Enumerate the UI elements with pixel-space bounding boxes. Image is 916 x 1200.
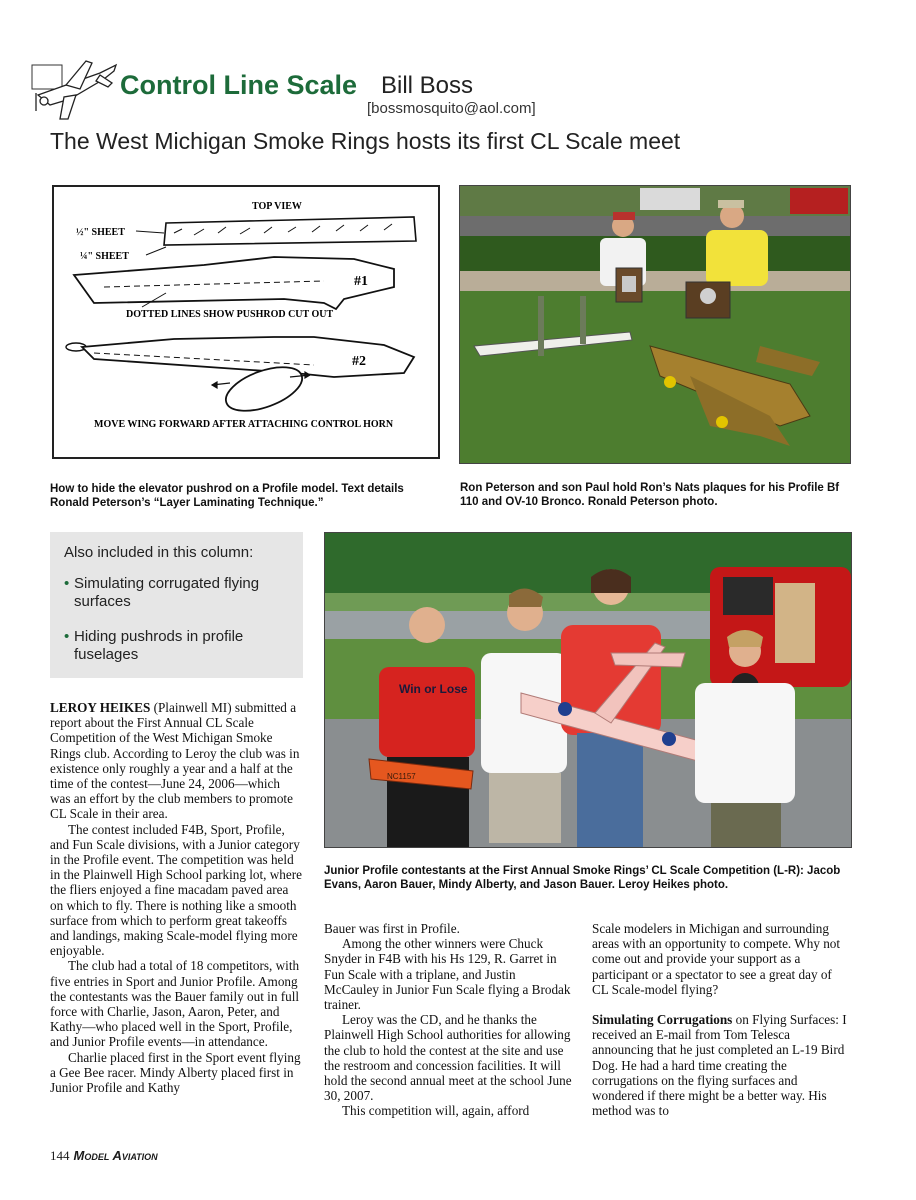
article-paragraph: Bauer was first in Profile. bbox=[324, 921, 460, 936]
diagram-top-view-label: TOP VIEW bbox=[252, 201, 302, 212]
caption-diagram: How to hide the elevator pushrod on a Profile model. Text details Ronald Peterson’s “Layer Laminating Technique.” bbox=[50, 483, 404, 509]
article-paragraph: LEROY HEIKES (Plainwell MI) submitted a report about the First Annual CL Scale Competition of the West Michigan Smoke Rings club. According to Leroy the club was in existence only roughly a year and a half at the time of the contest—June 24, 2006—which was an effort by the club members to promote CL Scale in their area. bbox=[50, 700, 300, 822]
photo-junior-contestants bbox=[324, 532, 852, 848]
article-paragraph: Simulating Corrugations on Flying Surfaces: I received an E-mail from Tom Telesca announcing that he just completed an L-19 Bird Dog. He had a hard time creating the corrugations on the flying surfaces and wondered if there might be a better way. His method was to bbox=[592, 1012, 847, 1119]
page-number: 144 bbox=[50, 1148, 70, 1163]
article-paragraph: The contest included F4B, Sport, Profile, and Fun Scale divisions, with a Junior category in the Profile event. The competition was held in the Plainwell High School parking lot, where the fliers enjoyed a fine macadam paved area on which to fly. There is nothing like a smooth surface from which to perform great takeoffs and landings, making Scale-model flying more enjoyable. bbox=[50, 821, 302, 959]
article-column-3 bbox=[592, 921, 850, 1118]
photo-plane-text: NC1157 bbox=[387, 772, 416, 781]
article-column-1 bbox=[50, 700, 302, 1095]
sidebar-item: • Simulating corrugated flying surfaces bbox=[64, 575, 260, 610]
sidebar-list bbox=[64, 575, 289, 664]
photo-shirt-text: Win or Lose bbox=[399, 682, 468, 696]
page-footer bbox=[50, 1148, 158, 1164]
diagram-quarter-sheet-label: ¼" SHEET bbox=[80, 251, 129, 262]
column-title: Control Line Scale bbox=[120, 70, 358, 100]
magazine-name: Model Aviation bbox=[73, 1148, 158, 1163]
article-paragraph: Scale modelers in Michigan and surrounding areas with an opportunity to compete. Why not come out and provide your support as a participant or a spectator to see a great day of CL Scale-model flying? bbox=[592, 921, 841, 997]
bullet-icon: • bbox=[64, 575, 70, 592]
diagram-move-wing-note: MOVE WING FORWARD AFTER ATTACHING CONTROL HORN bbox=[94, 419, 394, 430]
sidebar-title: Also included in this column: bbox=[64, 544, 254, 561]
pushrod-diagram bbox=[52, 185, 440, 459]
photo-peterson-plaques bbox=[459, 185, 851, 464]
diagram-label-2: #2 bbox=[352, 354, 366, 369]
caption-photo-plaques: Ron Peterson and son Paul hold Ron’s Nats plaques for his Profile Bf 110 and OV-10 Bronco. Ronald Peterson photo. bbox=[460, 482, 840, 508]
article-paragraph: Among the other winners were Chuck Snyder in F4B with his Hs 129, R. Garret in Fun Scale with a triplane, and Justin McCauley in Junior Fun Scale flying a Brodak trainer. bbox=[324, 936, 571, 1013]
sidebar-item: • Hiding pushrods in profile fuselages bbox=[64, 628, 244, 663]
diagram-label-1: #1 bbox=[354, 274, 368, 289]
article-paragraph: Charlie placed first in the Sport event flying a Gee Bee racer. Mindy Alberty placed first in Junior Profile and Kathy bbox=[50, 1049, 301, 1096]
article-column-2 bbox=[324, 921, 572, 1119]
lead-name: LEROY HEIKES bbox=[50, 700, 151, 715]
diagram-dotted-note: DOTTED LINES SHOW PUSHROD CUT OUT bbox=[126, 309, 334, 320]
author-name: Bill Boss bbox=[381, 72, 474, 99]
article-headline: The West Michigan Smoke Rings hosts its first CL Scale meet bbox=[50, 128, 681, 154]
article-paragraph: Leroy was the CD, and he thanks the Plainwell High School authorities for allowing the club to hold the contest at the site and use the restroom and concession facilities. It will hold the second annual meet at the school June 30, 2007. bbox=[324, 1012, 572, 1104]
article-paragraph: This competition will, again, afford bbox=[342, 1103, 530, 1119]
diagram-half-sheet-label: ½" SHEET bbox=[76, 227, 125, 238]
bullet-icon: • bbox=[64, 628, 70, 645]
column-logo-airplane-icon bbox=[30, 55, 122, 123]
section-lead: Simulating Corrugations bbox=[592, 1012, 733, 1028]
caption-photo-contestants: Junior Profile contestants at the First Annual Smoke Rings’ CL Scale Competition (L-R): Jacob Evans, Aaron Bauer, Mindy Alberty, and Jason Bauer. Leroy Heikes photo. bbox=[324, 865, 841, 891]
article-paragraph: The club had a total of 18 competitors, with five entries in Sport and Junior Profile. Among the contestants was the Bauer family out in full force with Charlie, Jason, Aaron, Peter, and Kathy—who placed well in the Sport, Profile, and Junior Profile events—in attendance. bbox=[50, 958, 300, 1050]
sidebar-box bbox=[50, 532, 303, 678]
author-email[interactable]: [bossmosquito@aol.com] bbox=[367, 100, 536, 117]
